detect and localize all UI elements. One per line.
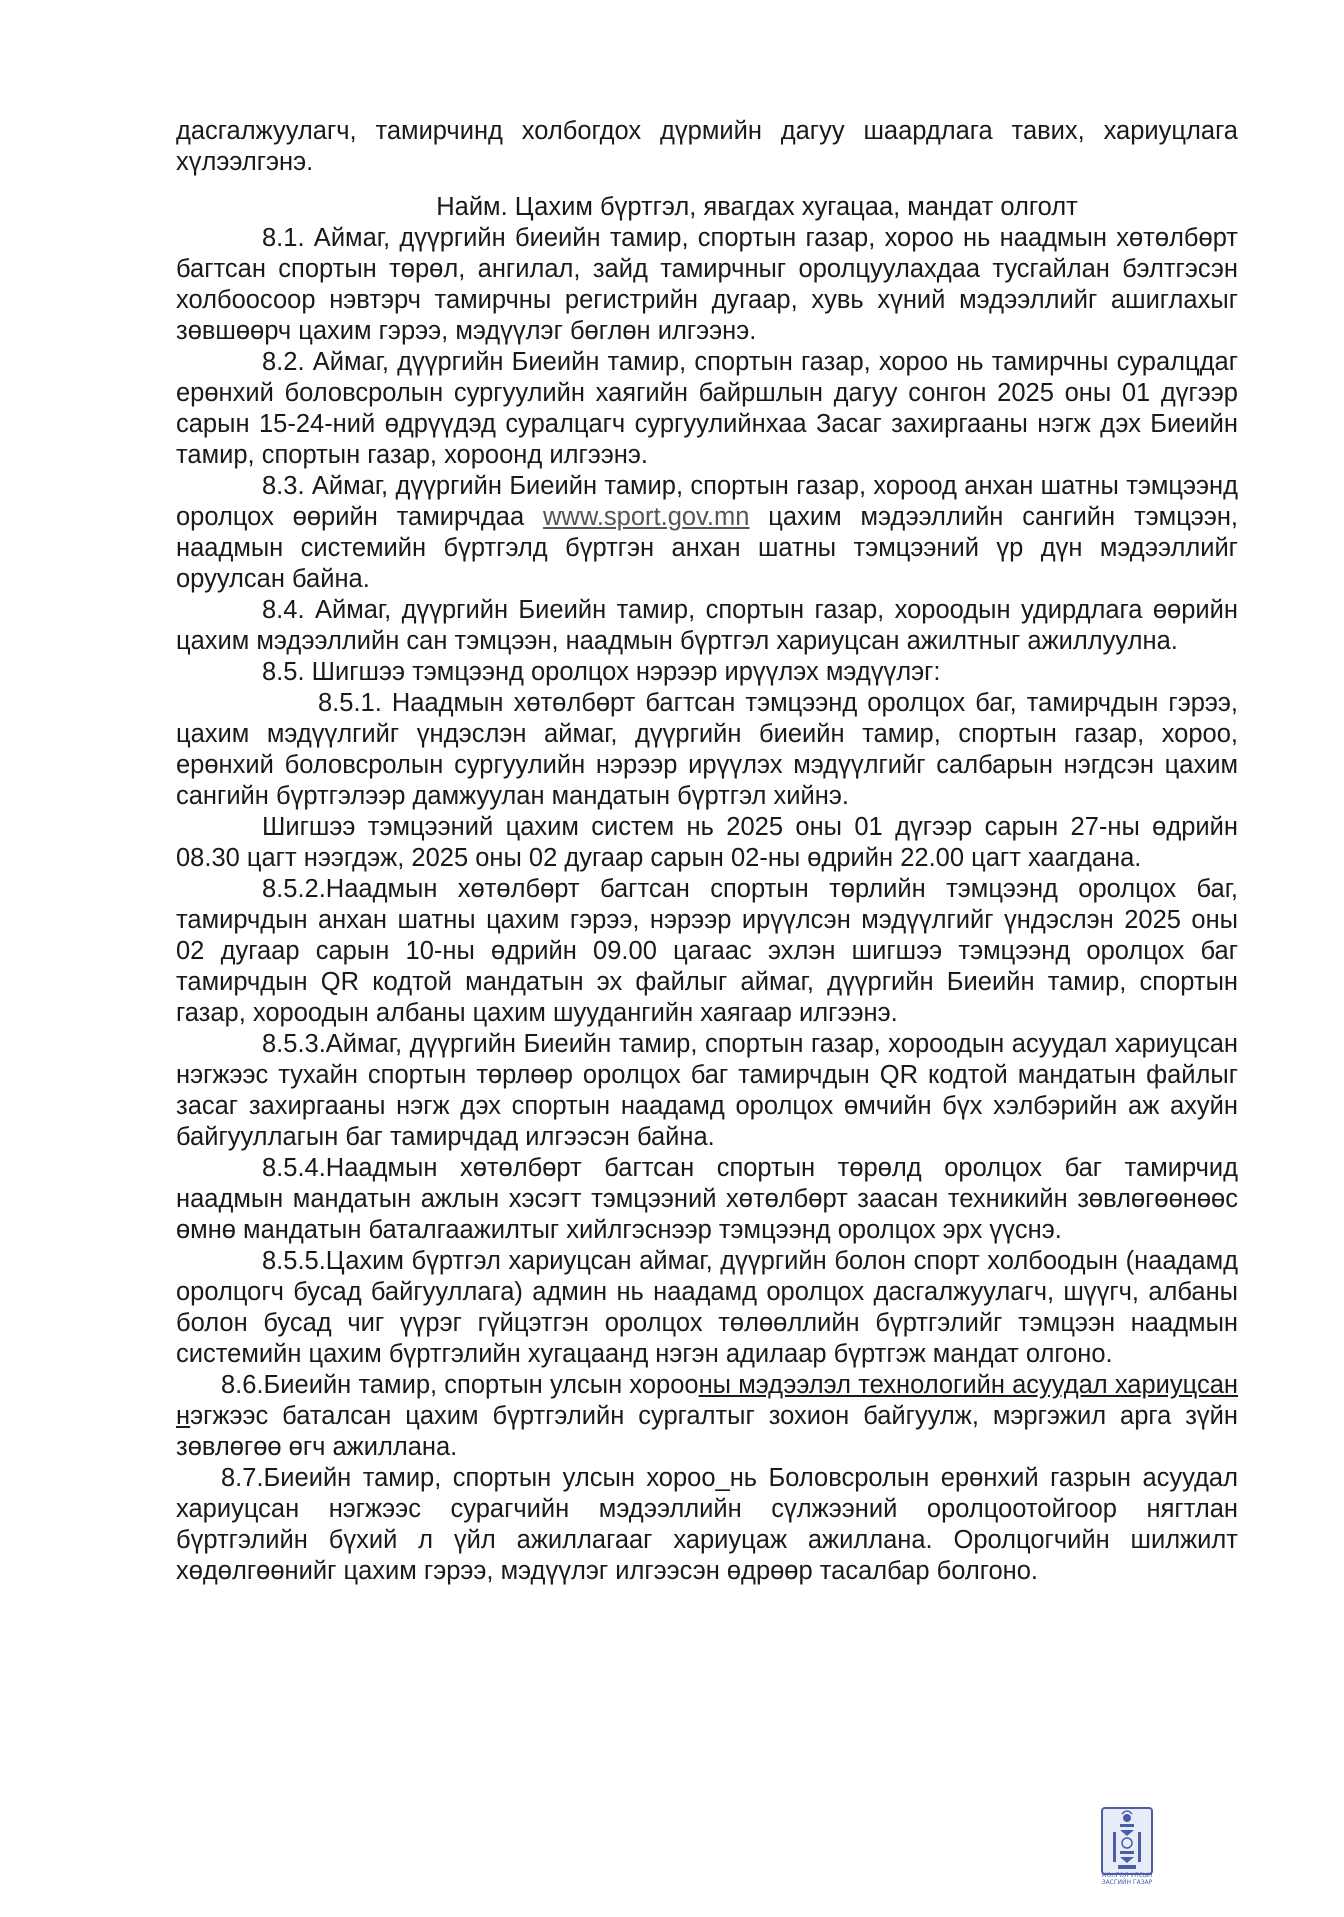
- paragraph-8-5-3: 8.5.3.Аймаг, дүүргийн Биеийн тамир, спортын газар, хороодын асуудал хариуцсан нэгжээс тухайн спортын төрлөөр оролцох баг тамирчдын QR кодтой мандатын файлыг засаг захиргааны нэгж дэх спортын наадамд оролцох өмчийн бүх хэлбэрийн аж ахуйн байгууллагын баг тамирчдад илгээсэн байна.: [176, 1030, 1238, 1151]
- soyombo-seal-icon: [1098, 1806, 1156, 1876]
- paragraph-8-3-text-a: 8.3. Аймаг, дүүргийн Биеийн тамир, спортын газар, хороод анхан шатны тэмцээнд оролцох өөрийн тамирчдаа: [176, 472, 1238, 531]
- paragraph-8-6: [176, 1370, 1238, 1463]
- section-heading: Найм. Цахим бүртгэл, явагдах хугацаа, мандат олголт: [436, 193, 1078, 221]
- paragraph-8-7: 8.7.Биеийн тамир, спортын улсын хороо_нь Боловсролын ерөнхий газрын асуудал хариуцсан нэгжээс сурагчийн мэдээллийн сүлжээний оролцоотойгоор нягтлан бүртгэлийн бүхий л үйл ажиллагааг хариуцаж ажиллана. Оролцогчийн шилжилт хөдөлгөөнийг цахим гэрээ, мэдүүлэг илгээсэн өдрөөр тасалбар болгоно.: [176, 1464, 1238, 1585]
- document-body: [176, 116, 1238, 1587]
- paragraph-8-4: 8.4. Аймаг, дүүргийн Биеийн тамир, спортын газар, хороодын удирдлага өөрийн цахим мэдээллийн сан тэмцээн, наадмын бүртгэл хариуцсан ажилтныг ажиллуулна.: [176, 596, 1238, 655]
- paragraph-8-5-5: 8.5.5.Цахим бүртгэл хариуцсан аймаг, дүүргийн болон спорт холбоодын (наадамд оролцогч бусад байгууллага) админ нь наадамд оролцох дасгалжуулагч, шүүгч, албаны болон бусад чиг үүрэг гүйцэтгэн оролцох төлөөллийн бүртгэлийг тэмцээн наадмын системийн цахим бүртгэлийн хугацаанд нэгэн адилаар бүртгэж мандат олгоно.: [176, 1247, 1238, 1368]
- paragraph-8-6-text-a: 8.6.Биеийн тамир, спортын улсын хороо: [221, 1371, 699, 1399]
- paragraph-8-5-2: 8.5.2.Наадмын хөтөлбөрт багтсан спортын төрлийн тэмцээнд оролцох баг, тамирчдын анхан шатны цахим гэрээ, нэрээр ирүүлсэн мэдүүлгийг үндэслэн 2025 оны 02 дугаар сарын 10-ны өдрийн 09.00 цагаас эхлэн шигшээ тэмцээнд оролцох баг тамирчдын QR кодтой мандатын эх файлыг аймаг, дүүргийн Биеийн тамир, спортын газар, хороодын албаны цахим шуудангийн хаягаар илгээнэ.: [176, 875, 1238, 1027]
- sport-gov-link[interactable]: www.sport.gov.mn: [543, 503, 750, 531]
- paragraph-8-5-1: 8.5.1. Наадмын хөтөлбөрт багтсан тэмцээнд оролцох баг, тамирчдын гэрээ, цахим мэдүүлгийг үндэслэн аймаг, дүүргийн биеийн тамир, спортын газар, хороо, ерөнхий боловсролын сургуулийн нэрээр ирүүлэх мэдүүлгийг салбарын нэгдсэн цахим сангийн бүртгэлээр дамжуулан мандатын бүртгэл хийнэ.: [176, 689, 1238, 810]
- paragraph-8-3-text-b: цахим мэдээллийн сангийн тэмцээн, наадмын системийн бүртгэлд бүртгэн анхан шатны тэмцээний үр дүн мэдээллийг оруулсан байна.: [176, 503, 1238, 593]
- paragraph-8-2: 8.2. Аймаг, дүүргийн Биеийн тамир, спортын газар, хороо нь тамирчны суралцдаг ерөнхий боловсролын сургуулийн хаягийн байршлын дагуу сонгон 2025 оны 01 дүгээр сарын 15-24-ний өдрүүдэд суралцагч сургуулийнхаа Засаг захиргааны нэгж дэх Биеийн тамир, спортын газар, хороонд илгээнэ.: [176, 348, 1238, 469]
- paragraph-8-6-text-b: эгжээс баталсан цахим бүртгэлийн сургалтыг зохион байгуулж, мэргэжил арга зүйн зөвлөгөө өгч ажиллана.: [176, 1402, 1238, 1461]
- paragraph-8-3: [176, 471, 1238, 595]
- paragraph-8-5: 8.5. Шигшээ тэмцээнд оролцох нэрээр ирүүлэх мэдүүлэг:: [262, 658, 941, 686]
- paragraph-8-5-1-schedule: Шигшээ тэмцээний цахим систем нь 2025 оны 01 дүгээр сарын 27-ны өдрийн 08.30 цагт нээгдэж, 2025 оны 02 дугаар сарын 02-ны өдрийн 22.00 цагт хаагдана.: [176, 813, 1238, 872]
- paragraph-8-6-underlined: ны мэдээлэл технологийн асуудал хариуцсан н: [176, 1371, 1238, 1430]
- paragraph-8-5-4: 8.5.4.Наадмын хөтөлбөрт багтсан спортын төрөлд оролцох баг тамирчид наадмын мандатын ажлын хэсэгт тэмцээний хөтөлбөрт заасан техникийн зөвлөгөөнөөс өмнө мандатын баталгаажилтыг хийлгэснээр тэмцээнд оролцох эрх үүснэ.: [176, 1154, 1238, 1244]
- paragraph-8-1: 8.1. Аймаг, дүүргийн биеийн тамир, спортын газар, хороо нь наадмын хөтөлбөрт багтсан спортын төрөл, ангилал, зайд тамирчныг оролцуулахдаа тусгайлан бэлтгэсэн холбоосоор нэвтэрч тамирчны регистрийн дугаар, хувь хүний мэдээллийг ашиглахыг зөвшөөрч цахим гэрээ, мэдүүлэг бөглөн илгээнэ.: [176, 224, 1238, 345]
- paragraph-intro: дасгалжуулагч, тамирчинд холбогдох дүрмийн дагуу шаардлага тавих, хариуцлага хүлээлгэнэ.: [176, 117, 1238, 176]
- seal-caption: МОНГОЛ УЛСЫН ЗАСГИЙН ГАЗАР: [1101, 1872, 1153, 1886]
